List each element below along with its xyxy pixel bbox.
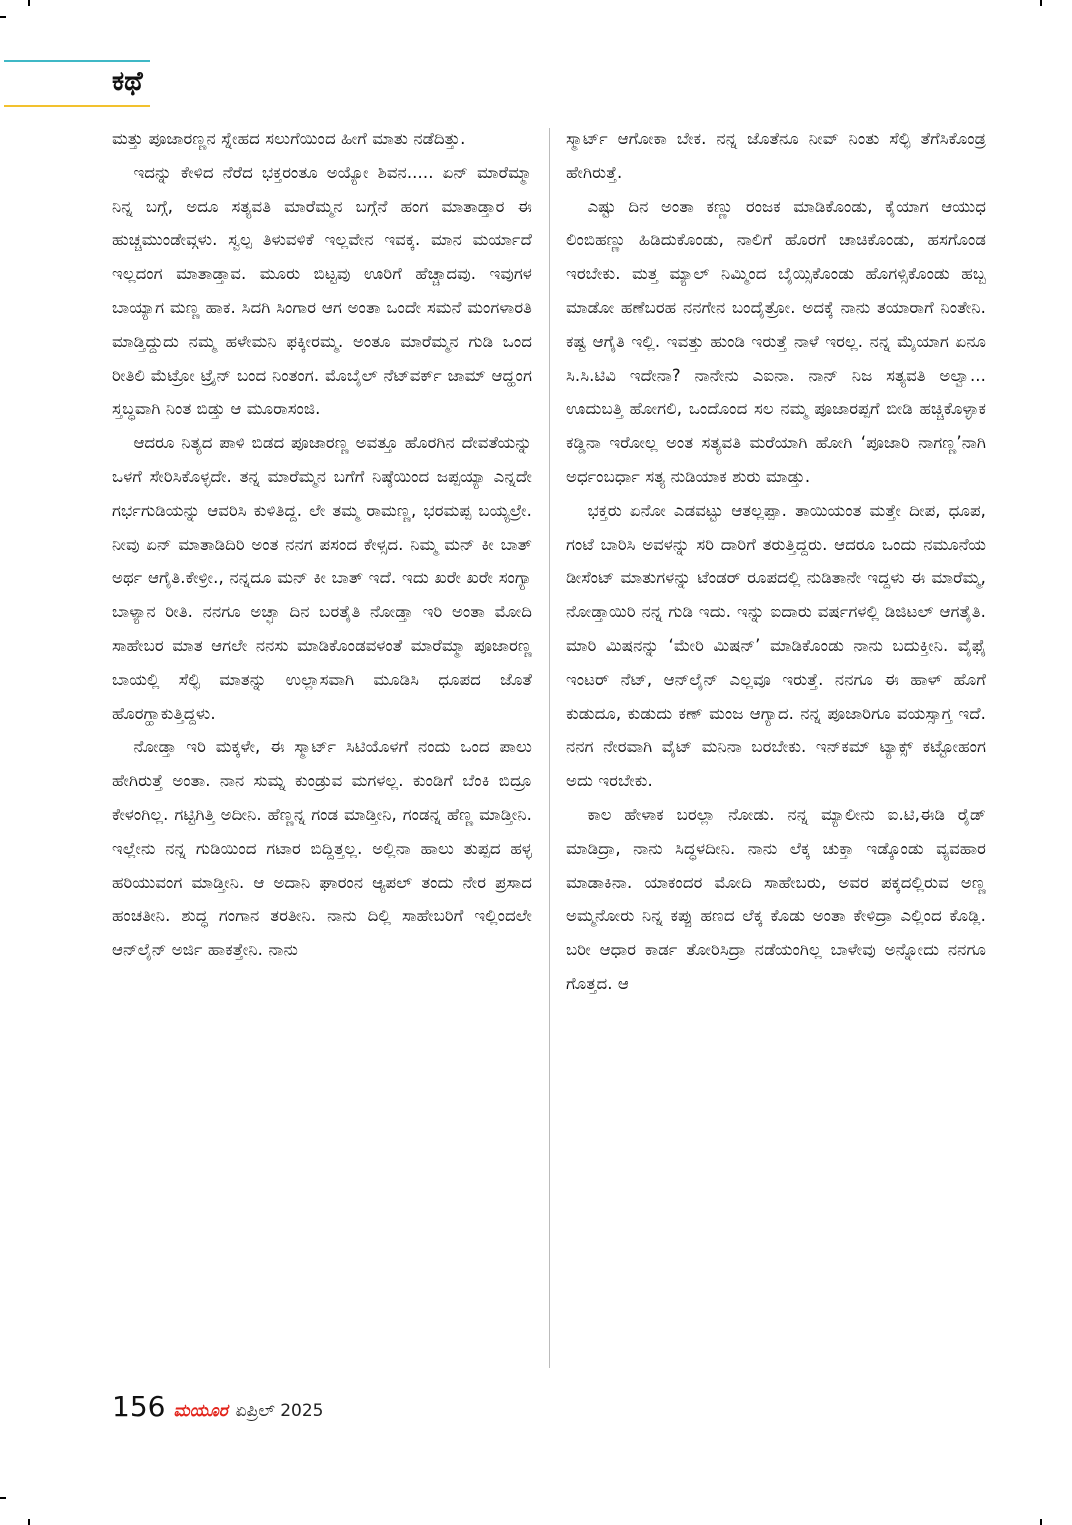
paragraph: ಭಕ್ತರು ಏನೋ ಎಡವಟ್ಟು ಆತಲ್ಲಪ್ಪಾ. ತಾಯಿಯಂತ ಮತ್ತೇ ದೀಪ, ಧೂಪ, ಗಂಟೆ ಬಾರಿಸಿ ಅವಳನ್ನು ಸರಿ ದಾರಿಗೆ ತರುತ್ತಿದ್ದರು. ಆದರೂ ಒಂದು ನಮೂನೆಯ ಡೀಸೆಂಟ್ ಮಾತುಗಳನ್ನು ಟೆಂಡರ್ ರೂಪದಲ್ಲಿ ನುಡಿತಾನೇ ಇದ್ದಳು ಈ ಮಾರೆಮ್ಮ, ನೋಡ್ತಾಯಿರಿ ನನ್ನ ಗುಡಿ ಇದು. ಇನ್ನು ಐದಾರು ವರ್ಷಗಳಲ್ಲಿ ಡಿಜಿಟಲ್ ಆಗತೈತಿ. ಮಾರಿ ಮಿಷನನ್ನು ‘ಮೇರಿ ಮಿಷನ್’ ಮಾಡಿಕೊಂಡು ನಾನು ಬದುಕ್ತೀನಿ. ವೈಫೈ ಇಂಟರ್ ನೆಟ್, ಆನ್‌ಲೈನ್ ಎಲ್ಲವೂ ಇರುತ್ತೆ. ನನಗೂ ಈ ಹಾಳ್ ಹೊಗೆ ಕುಡುದೂ, ಕುಡುದು ಕಣ್ ಮಂಜ ಆಗ್ಯಾದ. ನನ್ನ ಪೂಜಾರಿಗೂ ವಯಸ್ಸಾಗ್ತ ಇದೆ. ನನಗ ನೇರವಾಗಿ ವೈಟ್ ಮನಿನಾ ಬರಬೇಕು. ಇನ್‌ಕಮ್ ಟ್ಯಾಕ್ಸ್ ಕಟ್ಟೋಹಂಗ ಅದು ಇರಬೇಕು. (566, 500, 986, 791)
right-column (566, 122, 986, 1001)
paragraph: ನೋಡ್ತಾ ಇರಿ ಮಕ್ಕಳೇ, ಈ ಸ್ಮಾರ್ಟ್ ಸಿಟಿಯೊಳಗೆ ನಂದು ಒಂದ ಪಾಲು ಹೇಗಿರುತ್ತೆ ಅಂತಾ. ನಾನ ಸುಮ್ನ ಕುಂಡ್ರುವ ಮಗಳಲ್ಲ. ಕುಂಡಿಗೆ ಬೆಂಕಿ ಬಿದ್ರೂ ಕೇಳಂಗಿಲ್ಲ. ಗಟ್ಟಿಗಿತ್ತಿ ಅದೀನಿ. ಹೆಣ್ಣನ್ನ ಗಂಡ ಮಾಡ್ತೀನಿ, ಗಂಡನ್ನ ಹೆಣ್ಣ ಮಾಡ್ತೀನಿ. ಇಲ್ಲೇನು ನನ್ನ ಗುಡಿಯಿಂದ ಗಟಾರ ಬಿದ್ದಿತ್ತಲ್ಲ. ಅಲ್ಲಿನಾ ಹಾಲು ತುಪ್ಪದ ಹಳ್ಳ ಹರಿಯುವಂಗ ಮಾಡ್ತೀನಿ. ಆ ಅದಾನಿ ಘಾರಂನ ಆ್ಯಪಲ್ ತಂದು ನೇರ ಪ್ರಸಾದ ಹಂಚತೀನಿ. ಶುದ್ಧ ಗಂಗಾನ ತರತೀನಿ. ನಾನು ದಿಲ್ಲಿ ಸಾಹೇಬರಿಗೆ ಇಲ್ಲಿಂದಲೇ ಆನ್‌ಲೈನ್ ಅರ್ಜಿ ಹಾಕತ್ತೇನಿ. ನಾನು (112, 737, 532, 960)
header-rule-top (4, 60, 150, 62)
paragraph: ಕಾಲ ಹೇಳಾಕ ಬರಲ್ಲಾ ನೋಡು. ನನ್ನ ಮ್ಯಾಲೀನು ಐ.ಟಿ,ಈಡಿ ರೈಡ್ ಮಾಡಿದ್ರಾ, ನಾನು ಸಿದ್ಧಳದೀನಿ. ನಾನು ಲೆಕ್ಕ ಚುಕ್ತಾ ಇಡ್ಕೊಂಡು ವ್ಯವಹಾರ ಮಾಡಾಕಿನಾ. ಯಾಕಂದರ ಮೋದಿ ಸಾಹೇಬರು, ಅವರ ಪಕ್ಕದಲ್ಲಿರುವ ಅಣ್ಣ ಅಮ್ಮನೋರು ನಿನ್ನ ಕಪ್ಪು ಹಣದ ಲೆಕ್ಕ ಕೊಡು ಅಂತಾ ಕೇಳಿದ್ರಾ ಎಲ್ಲಿಂದ ಕೊಡ್ಲಿ. ಬರೀ ಆಧಾರ ಕಾರ್ಡ ತೋರಿಸಿದ್ರಾ ನಡೆಯಂಗಿಲ್ಲ ಬಾಳೇವು ಅನ್ನೋದು ನನಗೂ ಗೊತ್ತದ. ಆ (566, 804, 986, 993)
left-column (112, 122, 532, 967)
column-divider (549, 128, 550, 1368)
crop-mark (0, 1497, 6, 1499)
page-number: 156 (112, 1390, 166, 1423)
magazine-logo: ಮಯೂರ (173, 1401, 228, 1421)
crop-mark (1040, 1519, 1042, 1525)
section-title: ಕಥೆ (112, 66, 143, 97)
paragraph: ಇದನ್ನು ಕೇಳಿದ ನೆರೆದ ಭಕ್ತರಂತೂ ಅಯ್ಯೋ ಶಿವನ..... ಏನ್ ಮಾರೆಮ್ಮಾ ನಿನ್ನ ಬಗ್ಗೆ, ಅದೂ ಸತ್ಯವತಿ ಮಾರೆಮ್ಮನ ಬಗ್ಗೆನೆ ಹಂಗ ಮಾತಾಡ್ತಾರ ಈ ಹುಚ್ಚಮುಂಡೇವ್ಗಳು. ಸ್ವಲ್ಪ ತಿಳುವಳಿಕೆ ಇಲ್ಲವೇನ ಇವಕ್ಕ. ಮಾನ ಮರ್ಯಾದೆ ಇಲ್ಲದಂಗ ಮಾತಾಡ್ತಾವ. ಮೂರು ಬಿಟ್ಟವು ಊರಿಗೆ ಹೆಚ್ಚಾದವು. ಇವುಗಳ ಬಾಯ್ಯಾಗ ಮಣ್ಣ ಹಾಕ. ಸಿದಗಿ ಸಿಂಗಾರ ಆಗ ಅಂತಾ ಒಂದೇ ಸಮನೆ ಮಂಗಳಾರತಿ ಮಾಡ್ತಿದ್ದುದು ನಮ್ಮ ಹಳೇಮನಿ ಫಕ್ಕೀರಮ್ಮ. ಅಂತೂ ಮಾರೆಮ್ಮನ ಗುಡಿ ಒಂದ ರೀತಿಲಿ ಮೆಟ್ರೋ ಟ್ರೈನ್ ಬಂದ ನಿಂತಂಗ. ಮೊಬೈಲ್ ನೆಟ್‌ವರ್ಕ್ ಜಾಮ್ ಆದ್ಹಂಗ ಸ್ತಬ್ಧವಾಗಿ ನಿಂತ ಬಿಡ್ತು ಆ ಮೂರಾಸಂಜಿ. (112, 162, 532, 419)
paragraph: ಆದರೂ ನಿತ್ಯದ ಪಾಳಿ ಬಿಡದ ಪೂಜಾರಣ್ಣ ಅವತ್ತೂ ಹೊರಗಿನ ದೇವತೆಯನ್ನು ಒಳಗೆ ಸೇರಿಸಿಕೊಳ್ಳದೇ. ತನ್ನ ಮಾರೆಮ್ಮನ ಬಗೆಗೆ ನಿಷ್ಠೆಯಿಂದ ಜಪ್ಪಯ್ಯಾ ಎನ್ನದೇ ಗರ್ಭಗುಡಿಯನ್ನು ಆವರಿಸಿ ಕುಳಿತಿದ್ದ. ಲೇ ತಮ್ಮ ರಾಮಣ್ಣ, ಭರಮಪ್ಪ ಬಯ್ಯಲ್ರೇ. ನೀವು ಏನ್ ಮಾತಾಡಿದಿರಿ ಅಂತ ನನಗ ಪಸಂದ ಕೇಳ್ಸದ. ನಿಮ್ಮ ಮನ್ ಕೀ ಬಾತ್ ಅರ್ಥ ಆಗೈತಿ.ಕೇಳ್ರೀ., ನನ್ನದೂ ಮನ್ ಕೀ ಬಾತ್ ಇದೆ. ಇದು ಖರೇ ಖರೇ ಸಂಗ್ಯಾ ಬಾಳ್ಯಾನ ರೀತಿ. ನನಗೂ ಅಚ್ಛಾ ದಿನ ಬರತೈತಿ ನೋಡ್ತಾ ಇರಿ ಅಂತಾ ಮೋದಿ ಸಾಹೇಬರ ಮಾತ ಆಗಲೇ ನನಸು ಮಾಡಿಕೊಂಡವಳಂತೆ ಮಾರೆಮ್ಮಾ ಪೂಜಾರಣ್ಣ ಬಾಯಲ್ಲಿ ಸೆಲ್ಫಿ ಮಾತನ್ನು ಉಲ್ಲಾಸವಾಗಿ ಮೂಡಿಸಿ ಧೂಪದ ಜೊತೆ ಹೊರಗ್ಹಾಕುತ್ತಿದ್ದಳು. (112, 433, 532, 723)
crop-mark (1040, 0, 1042, 6)
paragraph: ಸ್ಮಾರ್ಟ್ ಆಗೋಕಾ ಬೇಕ. ನನ್ನ ಜೊತೆನೂ ನೀವ್ ನಿಂತು ಸೆಲ್ಫಿ ತೆಗೆಸಿಕೊಂಡ್ರ ಹೇಗಿರುತ್ತೆ. (566, 129, 986, 182)
header-rule-bottom (4, 105, 150, 107)
paragraph: ಮತ್ತು ಪೂಜಾರಣ್ಣನ ಸ್ನೇಹದ ಸಲುಗೆಯಿಂದ ಹೀಗೆ ಮಾತು ನಡೆದಿತ್ತು. (112, 129, 466, 148)
issue-date: ಏಪ್ರಿಲ್ 2025 (235, 1401, 324, 1421)
crop-mark (28, 0, 30, 6)
page-footer (112, 1390, 323, 1423)
paragraph: ಎಷ್ಟು ದಿನ ಅಂತಾ ಕಣ್ಣು ರಂಜಕ ಮಾಡಿಕೊಂಡು, ಕೈಯಾಗ ಆಯುಧ ಲಿಂಬಿಹಣ್ಣು ಹಿಡಿದುಕೊಂಡು, ನಾಲಿಗೆ ಹೊರಗೆ ಚಾಚಿಕೊಂಡು, ಹಸಗೊಂಡ ಇರಬೇಕು. ಮತ್ತ ಮ್ಯಾಲ್ ನಿಮ್ಮಿಂದ ಬೈಯ್ಸಿಕೊಂಡು ಹೊಗಳ್ಸಿಕೊಂಡು ಹಬ್ಬ ಮಾಡೋ ಹಣೆಬರಹ ನನಗೇನ ಬಂದೈತ್ರೋ. ಅದಕ್ಕೆ ನಾನು ತಯಾರಾಗೆ ನಿಂತೇನಿ. ಕಷ್ಟ ಆಗೈತಿ ಇಲ್ಲಿ. ಇವತ್ತು ಹುಂಡಿ ಇರುತ್ತೆ ನಾಳೆ ಇರಲ್ಲ. ನನ್ನ ಮೈಯಾಗ ಏನೂ ಸಿ.ಸಿ.ಟಿವಿ ಇದೇನಾ? ನಾನೇನು ಎಐನಾ. ನಾನ್ ನಿಜ ಸತ್ಯವತಿ ಅಲ್ವಾ... ಊದುಬತ್ತಿ ಹೋಗಲಿ, ಒಂದೊಂದ ಸಲ ನಮ್ಮ ಪೂಜಾರಪ್ಪಗೆ ಬೀಡಿ ಹಚ್ಚಿಕೊಳ್ಳಾಕ ಕಡ್ಡಿನಾ ಇರೋಲ್ಲ ಅಂತ ಸತ್ಯವತಿ ಮರೆಯಾಗಿ ಹೋಗಿ ‘ಪೂಜಾರಿ ನಾಗಣ್ಣ’ನಾಗಿ ಅರ್ಧಂಬರ್ಧಾ ಸತ್ಯ ನುಡಿಯಾಕ ಶುರು ಮಾಡ್ತು. (566, 196, 986, 486)
crop-mark (0, 16, 6, 18)
crop-mark (28, 1519, 30, 1525)
